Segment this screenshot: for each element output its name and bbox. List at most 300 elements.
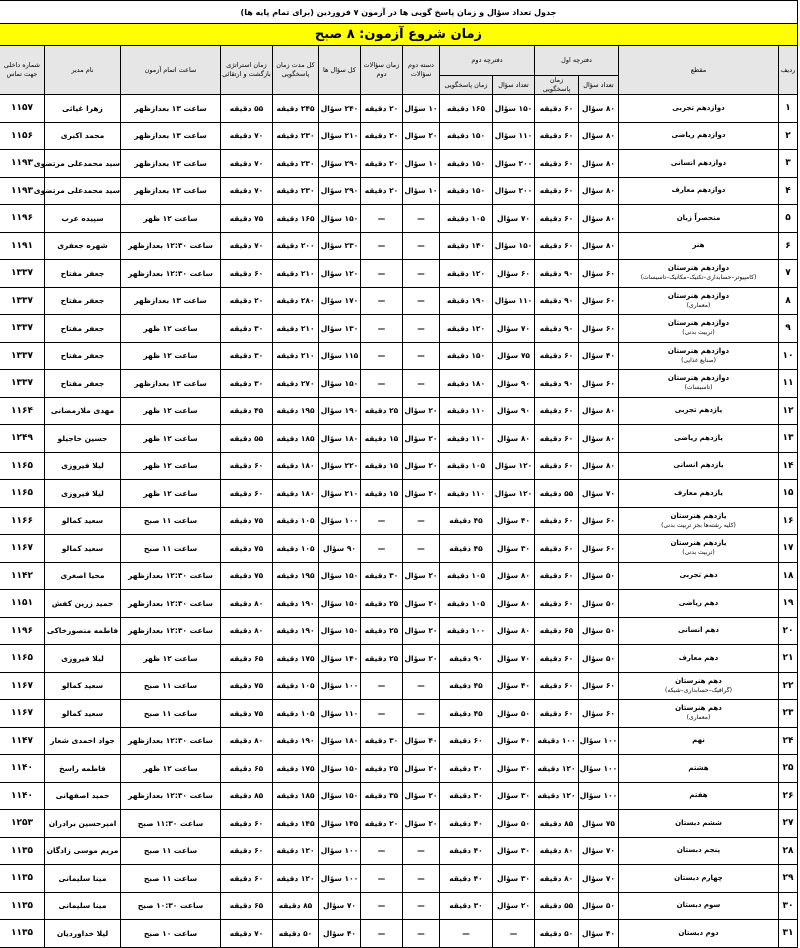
total-count-cell: ۱۰۰ سؤال <box>319 837 361 865</box>
second-time-cell: — <box>361 370 403 398</box>
book1-count-cell: ۵۰ سؤال <box>579 892 619 920</box>
grade-label: یازدهم هنرستان <box>670 539 727 548</box>
book2-time-cell: ۱۰۵ دقیقه <box>440 205 493 233</box>
total-count-cell: ۱۲۰ سؤال <box>319 260 361 288</box>
grade-cell <box>619 837 779 865</box>
col-book1-count: تعداد سؤال <box>579 76 619 95</box>
book1-count-cell: ۸۰ سؤال <box>579 95 619 123</box>
ext-cell: ۱۱۵۶ <box>0 122 45 150</box>
grade-label: دهم معارف <box>678 653 719 662</box>
grade-label: دوم دبستان <box>678 928 719 937</box>
book2-time-cell: ۳۰ دقیقه <box>440 782 493 810</box>
table-row <box>0 150 798 178</box>
second-time-cell: ۱۵ دقیقه <box>361 425 403 453</box>
book2-count-cell: ۲۰۰ سؤال <box>493 150 535 178</box>
grade-cell <box>619 562 779 590</box>
ext-cell: ۱۱۵۱ <box>0 590 45 618</box>
second-set-cell: ۲۰ سؤال <box>403 645 440 673</box>
grade-label: نهم <box>692 736 705 745</box>
second-time-cell: ۳۵ دقیقه <box>361 782 403 810</box>
book1-time-cell: ۸۵ دقیقه <box>535 810 579 838</box>
second-time-cell: ۱۵ دقیقه <box>361 480 403 508</box>
book2-count-cell: ۳۰ سؤال <box>493 837 535 865</box>
end-time-cell: ساعت ۱۲ ظهر <box>121 342 221 370</box>
total-count-cell: ۱۸۰ سؤال <box>319 727 361 755</box>
row-number: ۲۵ <box>779 755 798 783</box>
end-time-cell: ساعت ۱۲ ظهر <box>121 480 221 508</box>
book2-count-cell: ۷۰ سؤال <box>493 205 535 233</box>
book2-count-cell: ۴۰ سؤال <box>493 507 535 535</box>
manager-cell: فاطمه راسخ <box>45 755 121 783</box>
strategic-time-cell: ۵۵ دقیقه <box>221 95 273 123</box>
book1-time-cell: ۶۰ دقیقه <box>535 700 579 728</box>
second-time-cell: — <box>361 205 403 233</box>
second-set-cell: — <box>403 507 440 535</box>
total-time-cell: ۲۳۰ دقیقه <box>273 150 319 178</box>
book1-count-cell: ۷۵ سؤال <box>579 810 619 838</box>
book2-count-cell: ۱۵۰ سؤال <box>493 232 535 260</box>
manager-cell: محمد اکبری <box>45 122 121 150</box>
grade-label: پنجم دبستان <box>676 846 721 855</box>
second-set-cell: ۲۰ سؤال <box>403 617 440 645</box>
exam-start-time: زمان شروع آزمون: ۸ صبح <box>0 24 798 46</box>
ext-cell: ۱۲۴۹ <box>0 425 45 453</box>
grade-label: یازدهم انسانی <box>673 461 724 470</box>
book2-time-cell: ۴۵ دقیقه <box>440 507 493 535</box>
total-time-cell: ۱۲۰ دقیقه <box>273 865 319 893</box>
book2-time-cell: ۱۰۵ دقیقه <box>440 562 493 590</box>
total-time-cell: ۱۹۵ دقیقه <box>273 397 319 425</box>
end-time-cell: ساعت ۱۳ بعدازظهر <box>121 370 221 398</box>
total-count-cell: ۱۰۰ سؤال <box>319 507 361 535</box>
ext-cell: ۱۱۶۴ <box>0 397 45 425</box>
ext-cell: ۱۱۴۰ <box>0 755 45 783</box>
end-time-cell: ساعت ۱۲:۳۰ بعدازظهر <box>121 782 221 810</box>
book1-count-cell: ۷۰ سؤال <box>579 865 619 893</box>
book1-time-cell: ۶۰ دقیقه <box>535 452 579 480</box>
end-time-cell: ساعت ۱۲ ظهر <box>121 755 221 783</box>
row-number: ۱۱ <box>779 370 798 398</box>
row-number: ۲۹ <box>779 865 798 893</box>
book2-time-cell: ۴۰ دقیقه <box>440 810 493 838</box>
book1-count-cell: ۵۰ سؤال <box>579 645 619 673</box>
end-time-cell: ساعت ۱۳ بعدازظهر <box>121 122 221 150</box>
book2-time-cell: ۱۸۰ دقیقه <box>440 370 493 398</box>
row-number: ۲۶ <box>779 782 798 810</box>
row-number: ۳۰ <box>779 892 798 920</box>
book2-count-cell: ۸۰ سؤال <box>493 590 535 618</box>
col-book2-count: تعداد سؤال <box>493 76 535 95</box>
book1-time-cell: ۶۰ دقیقه <box>535 535 579 563</box>
book2-time-cell: ۱۶۵ دقیقه <box>440 95 493 123</box>
book1-count-cell: ۵۰ سؤال <box>579 562 619 590</box>
grade-sublabel: (تربیت بدنی) <box>682 329 715 337</box>
total-count-cell: ۱۵۰ سؤال <box>319 562 361 590</box>
book2-time-cell: ۱۰۵ دقیقه <box>440 590 493 618</box>
book1-time-cell: ۱۰۰ دقیقه <box>535 727 579 755</box>
total-time-cell: ۱۸۰ دقیقه <box>273 480 319 508</box>
second-time-cell: — <box>361 507 403 535</box>
book1-time-cell: ۶۰ دقیقه <box>535 177 579 205</box>
book2-time-cell: ۱۱۰ دقیقه <box>440 480 493 508</box>
total-time-cell: ۱۰۵ دقیقه <box>273 535 319 563</box>
second-time-cell: — <box>361 315 403 343</box>
manager-cell: جعفر مفتاح <box>45 315 121 343</box>
ext-cell: ۱۱۹۶ <box>0 205 45 233</box>
second-set-cell: ۲۰ سؤال <box>403 480 440 508</box>
second-set-cell: ۲۰ سؤال <box>403 590 440 618</box>
end-time-cell: ساعت ۱۳ بعدازظهر <box>121 95 221 123</box>
table-title: جدول تعداد سؤال و زمان پاسخ گویی ها در آزمون ۷ فروردین (برای تمام پایه ها) <box>0 1 798 24</box>
table-row <box>0 755 798 783</box>
grade-label: هشتم <box>688 763 709 772</box>
total-count-cell: ۲۴۰ سؤال <box>319 95 361 123</box>
total-time-cell: ۱۲۰ دقیقه <box>273 837 319 865</box>
manager-cell: لیلا فیروزی <box>45 645 121 673</box>
row-number: ۲۰ <box>779 617 798 645</box>
row-number: ۱۶ <box>779 507 798 535</box>
second-set-cell: — <box>403 260 440 288</box>
ext-cell: ۱۳۳۷ <box>0 260 45 288</box>
grade-label: یازدهم هنرستان <box>670 511 727 520</box>
total-time-cell: ۱۰۵ دقیقه <box>273 507 319 535</box>
grade-sublabel: (گرافیک–حسابداری–شبکه) <box>665 686 732 694</box>
second-time-cell: ۳۰ دقیقه <box>361 562 403 590</box>
table-row <box>0 617 798 645</box>
second-time-cell: — <box>361 232 403 260</box>
total-count-cell: ۱۵۰ سؤال <box>319 782 361 810</box>
grade-cell <box>619 287 779 315</box>
end-time-cell: ساعت ۱۲:۳۰ بعدازظهر <box>121 727 221 755</box>
book2-time-cell: ۱۲۰ دقیقه <box>440 315 493 343</box>
grade-label: سوم دبستان <box>676 901 721 910</box>
ext-cell: ۱۱۳۵ <box>0 892 45 920</box>
second-set-cell: — <box>403 672 440 700</box>
total-time-cell: ۱۹۰ دقیقه <box>273 590 319 618</box>
col-book1-time: زمان پاسخگویی <box>535 76 579 95</box>
total-time-cell: ۲۸۰ دقیقه <box>273 287 319 315</box>
book2-time-cell: — <box>440 920 493 948</box>
strategic-time-cell: ۷۰ دقیقه <box>221 177 273 205</box>
strategic-time-cell: ۴۵ دقیقه <box>221 397 273 425</box>
row-number: ۲۴ <box>779 727 798 755</box>
book2-time-cell: ۱۱۰ دقیقه <box>440 425 493 453</box>
grade-cell <box>619 672 779 700</box>
manager-cell: حمید زرین کفش <box>45 590 121 618</box>
book1-time-cell: ۶۵ دقیقه <box>535 617 579 645</box>
book1-count-cell: ۱۰۰ سؤال <box>579 727 619 755</box>
ext-cell: ۱۱۴۲ <box>0 562 45 590</box>
table-row <box>0 535 798 563</box>
row-number: ۲۷ <box>779 810 798 838</box>
total-count-cell: ۱۵۰ سؤال <box>319 590 361 618</box>
table-row <box>0 205 798 233</box>
manager-cell: سعید کمالو <box>45 672 121 700</box>
table-row <box>0 370 798 398</box>
grade-label: دوازدهم تجربی <box>672 103 725 112</box>
book2-time-cell: ۴۰ دقیقه <box>440 865 493 893</box>
strategic-time-cell: ۳۰ دقیقه <box>221 315 273 343</box>
col-total-time: کل مدت زمان پاسخگویی <box>273 46 319 95</box>
strategic-time-cell: ۶۰ دقیقه <box>221 810 273 838</box>
strategic-time-cell: ۷۵ دقیقه <box>221 535 273 563</box>
col-total-count: کل سؤال ها <box>319 46 361 95</box>
end-time-cell: ساعت ۱۱ صبح <box>121 837 221 865</box>
ext-cell: ۱۱۶۶ <box>0 507 45 535</box>
total-time-cell: ۱۹۰ دقیقه <box>273 727 319 755</box>
book2-count-cell: ۵۰ سؤال <box>493 810 535 838</box>
book2-count-cell: ۱۲۰ سؤال <box>493 480 535 508</box>
strategic-time-cell: ۲۰ دقیقه <box>221 287 273 315</box>
grade-sublabel: (معماری) <box>686 714 711 722</box>
total-time-cell: ۱۶۵ دقیقه <box>273 205 319 233</box>
total-count-cell: ۲۲۰ سؤال <box>319 452 361 480</box>
strategic-time-cell: ۶۵ دقیقه <box>221 892 273 920</box>
grade-sublabel: (کامپیوتر–حسابداری–تکنیک–مکانیک–تاسیسات) <box>640 274 757 282</box>
row-number: ۸ <box>779 287 798 315</box>
manager-cell: زهرا غیاثی <box>45 95 121 123</box>
strategic-time-cell: ۷۵ دقیقه <box>221 507 273 535</box>
total-count-cell: ۲۹۰ سؤال <box>319 177 361 205</box>
table-row <box>0 920 798 948</box>
total-count-cell: ۹۰ سؤال <box>319 535 361 563</box>
book2-count-cell: ۵۰ سؤال <box>493 700 535 728</box>
total-count-cell: ۲۱۰ سؤال <box>319 122 361 150</box>
ext-cell: ۱۱۳۵ <box>0 865 45 893</box>
second-set-cell: — <box>403 920 440 948</box>
ext-cell: ۱۳۳۷ <box>0 287 45 315</box>
grade-cell <box>619 617 779 645</box>
grade-cell <box>619 535 779 563</box>
book2-time-cell: ۱۵۰ دقیقه <box>440 150 493 178</box>
grade-cell <box>619 755 779 783</box>
book2-count-cell: ۸۰ سؤال <box>493 617 535 645</box>
total-count-cell: ۱۹۰ سؤال <box>319 397 361 425</box>
manager-cell: حمید اصفهانی <box>45 782 121 810</box>
book2-count-cell: ۴۰ سؤال <box>493 672 535 700</box>
strategic-time-cell: ۸۰ دقیقه <box>221 590 273 618</box>
strategic-time-cell: ۷۰ دقیقه <box>221 232 273 260</box>
second-set-cell: ۱۰ سؤال <box>403 150 440 178</box>
second-time-cell: ۳۰ دقیقه <box>361 727 403 755</box>
total-time-cell: ۸۵ دقیقه <box>273 892 319 920</box>
manager-cell: مریم موسی زادگان <box>45 837 121 865</box>
row-number: ۳۱ <box>779 920 798 948</box>
row-number: ۵ <box>779 205 798 233</box>
grade-cell <box>619 920 779 948</box>
second-time-cell: ۲۵ دقیقه <box>361 590 403 618</box>
book1-count-cell: ۵۰ سؤال <box>579 617 619 645</box>
total-time-cell: ۱۰۵ دقیقه <box>273 672 319 700</box>
strategic-time-cell: ۶۰ دقیقه <box>221 480 273 508</box>
grade-label: دوازدهم انسانی <box>670 158 727 167</box>
grade-label: دهم تجربی <box>679 571 718 580</box>
book1-time-cell: ۹۰ دقیقه <box>535 287 579 315</box>
total-time-cell: ۲۳۰ دقیقه <box>273 177 319 205</box>
manager-cell: سید محمدعلی مرتضوی <box>45 177 121 205</box>
table-row <box>0 232 798 260</box>
second-time-cell: — <box>361 672 403 700</box>
manager-cell: جواد احمدی شعار <box>45 727 121 755</box>
col-book2: دفترچه دوم <box>440 46 535 76</box>
grade-sublabel: (تاسیسات) <box>684 384 713 392</box>
book1-count-cell: ۱۰۰ سؤال <box>579 755 619 783</box>
strategic-time-cell: ۳۰ دقیقه <box>221 342 273 370</box>
total-time-cell: ۱۷۵ دقیقه <box>273 755 319 783</box>
book2-time-cell: ۳۰ دقیقه <box>440 892 493 920</box>
table-row <box>0 95 798 123</box>
end-time-cell: ساعت ۱۳ بعدازظهر <box>121 150 221 178</box>
grade-label: دهم انسانی <box>678 626 719 635</box>
row-number: ۲۱ <box>779 645 798 673</box>
second-set-cell: ۲۰ سؤال <box>403 397 440 425</box>
manager-cell: لیلا فیروزی <box>45 452 121 480</box>
grade-cell <box>619 232 779 260</box>
grade-cell <box>619 507 779 535</box>
total-time-cell: ۲۴۵ دقیقه <box>273 95 319 123</box>
total-count-cell: ۱۵۰ سؤال <box>319 370 361 398</box>
total-time-cell: ۱۰۵ دقیقه <box>273 700 319 728</box>
manager-cell: سعید کمالو <box>45 535 121 563</box>
row-number: ۲۸ <box>779 837 798 865</box>
grade-label: یازدهم تجربی <box>674 406 723 415</box>
second-time-cell: — <box>361 260 403 288</box>
ext-cell: ۱۱۶۷ <box>0 535 45 563</box>
total-time-cell: ۱۹۵ دقیقه <box>273 562 319 590</box>
grade-cell <box>619 342 779 370</box>
book2-time-cell: ۴۵ دقیقه <box>440 672 493 700</box>
total-count-cell: ۱۷۰ سؤال <box>319 287 361 315</box>
book2-count-cell: ۸۰ سؤال <box>493 562 535 590</box>
ext-cell: ۱۱۶۵ <box>0 480 45 508</box>
book2-time-cell: ۹۰ دقیقه <box>440 645 493 673</box>
end-time-cell: ساعت ۱۳ بعدازظهر <box>121 287 221 315</box>
book1-time-cell: ۶۰ دقیقه <box>535 562 579 590</box>
book1-time-cell: ۶۰ دقیقه <box>535 95 579 123</box>
manager-cell: سید محمدعلی مرتضوی <box>45 150 121 178</box>
row-number: ۴ <box>779 177 798 205</box>
end-time-cell: ساعت ۱۳ بعدازظهر <box>121 177 221 205</box>
total-time-cell: ۱۹۰ دقیقه <box>273 617 319 645</box>
manager-cell: جعفر مفتاح <box>45 287 121 315</box>
second-time-cell: — <box>361 342 403 370</box>
grade-cell <box>619 590 779 618</box>
grade-label: منحصراً زبان <box>676 213 721 222</box>
second-time-cell: — <box>361 700 403 728</box>
strategic-time-cell: ۸۰ دقیقه <box>221 617 273 645</box>
strategic-time-cell: ۸۵ دقیقه <box>221 782 273 810</box>
total-count-cell: ۱۴۰ سؤال <box>319 645 361 673</box>
book1-count-cell: ۸۰ سؤال <box>579 177 619 205</box>
book1-count-cell: ۸۰ سؤال <box>579 425 619 453</box>
end-time-cell: ساعت ۱۲ ظهر <box>121 205 221 233</box>
second-time-cell: — <box>361 837 403 865</box>
end-time-cell: ساعت ۱۱ صبح <box>121 700 221 728</box>
grade-label: یازدهم ریاضی <box>674 433 723 442</box>
second-set-cell: — <box>403 700 440 728</box>
strategic-time-cell: ۶۰ دقیقه <box>221 452 273 480</box>
end-time-cell: ساعت ۱۲:۳۰ بعدازظهر <box>121 617 221 645</box>
table-row <box>0 397 798 425</box>
book2-time-cell: ۶۰ دقیقه <box>440 727 493 755</box>
grade-label: دوازدهم هنرستان <box>667 374 730 383</box>
second-set-cell: ۲۰ سؤال <box>403 782 440 810</box>
total-count-cell: ۷۰ سؤال <box>319 892 361 920</box>
total-count-cell: ۱۱۰ سؤال <box>319 700 361 728</box>
book1-time-cell: ۶۰ دقیقه <box>535 232 579 260</box>
grade-label: هنر <box>692 241 705 250</box>
book1-time-cell: ۹۰ دقیقه <box>535 315 579 343</box>
table-row <box>0 122 798 150</box>
second-set-cell: — <box>403 315 440 343</box>
grade-cell <box>619 425 779 453</box>
total-time-cell: ۲۱۰ دقیقه <box>273 315 319 343</box>
col-grade: مقطع <box>619 46 779 95</box>
ext-cell: ۱۱۴۰ <box>0 782 45 810</box>
book1-time-cell: ۵۵ دقیقه <box>535 892 579 920</box>
table-row <box>0 672 798 700</box>
book2-time-cell: ۴۵ دقیقه <box>440 700 493 728</box>
total-count-cell: ۱۵۰ سؤال <box>319 205 361 233</box>
book2-time-cell: ۱۹۰ دقیقه <box>440 287 493 315</box>
col-book1: دفترچه اول <box>535 46 619 76</box>
second-time-cell: ۱۵ دقیقه <box>361 452 403 480</box>
table-row <box>0 260 798 288</box>
book2-count-cell: ۶۰ سؤال <box>493 260 535 288</box>
table-row <box>0 425 798 453</box>
manager-cell: جعفر مفتاح <box>45 342 121 370</box>
book2-count-cell: ۱۱۰ سؤال <box>493 122 535 150</box>
strategic-time-cell: ۸۰ دقیقه <box>221 727 273 755</box>
total-time-cell: ۲۱۰ دقیقه <box>273 342 319 370</box>
ext-cell: ۱۱۶۷ <box>0 700 45 728</box>
book2-count-cell: ۳۰ سؤال <box>493 755 535 783</box>
total-time-cell: ۱۸۰ دقیقه <box>273 452 319 480</box>
book1-time-cell: ۶۰ دقیقه <box>535 507 579 535</box>
col-second-time: زمان سؤالات دوم <box>361 46 403 95</box>
end-time-cell: ساعت ۱۱ صبح <box>121 535 221 563</box>
book1-time-cell: ۶۰ دقیقه <box>535 645 579 673</box>
manager-cell: لیلا فیروزی <box>45 480 121 508</box>
ext-cell: ۱۱۹۳ <box>0 150 45 178</box>
book1-time-cell: ۶۰ دقیقه <box>535 205 579 233</box>
total-time-cell: ۲۰۰ دقیقه <box>273 232 319 260</box>
second-time-cell: ۲۵ دقیقه <box>361 645 403 673</box>
grade-sublabel: (تربیت بدنی) <box>682 549 715 557</box>
book1-count-cell: ۶۰ سؤال <box>579 370 619 398</box>
manager-cell: جعفر مفتاح <box>45 260 121 288</box>
end-time-cell: ساعت ۱۲ ظهر <box>121 645 221 673</box>
second-set-cell: ۲۰ سؤال <box>403 122 440 150</box>
ext-cell: ۱۱۳۵ <box>0 920 45 948</box>
second-set-cell: — <box>403 865 440 893</box>
second-time-cell: ۲۰ دقیقه <box>361 122 403 150</box>
grade-label: دهم هنرستان <box>675 704 722 713</box>
ext-cell: ۱۳۳۷ <box>0 342 45 370</box>
second-set-cell: ۴۰ سؤال <box>403 727 440 755</box>
grade-label: هفتم <box>689 791 708 800</box>
end-time-cell: ساعت ۱۱ صبح <box>121 865 221 893</box>
table-row <box>0 837 798 865</box>
book2-count-cell: — <box>493 920 535 948</box>
total-count-cell: ۱۸۰ سؤال <box>319 425 361 453</box>
second-time-cell: ۲۵ دقیقه <box>361 755 403 783</box>
book1-count-cell: ۱۰۰ سؤال <box>579 782 619 810</box>
total-count-cell: ۲۱۰ سؤال <box>319 480 361 508</box>
end-time-cell: ساعت ۱۲ ظهر <box>121 397 221 425</box>
row-number: ۹ <box>779 315 798 343</box>
grade-cell <box>619 315 779 343</box>
